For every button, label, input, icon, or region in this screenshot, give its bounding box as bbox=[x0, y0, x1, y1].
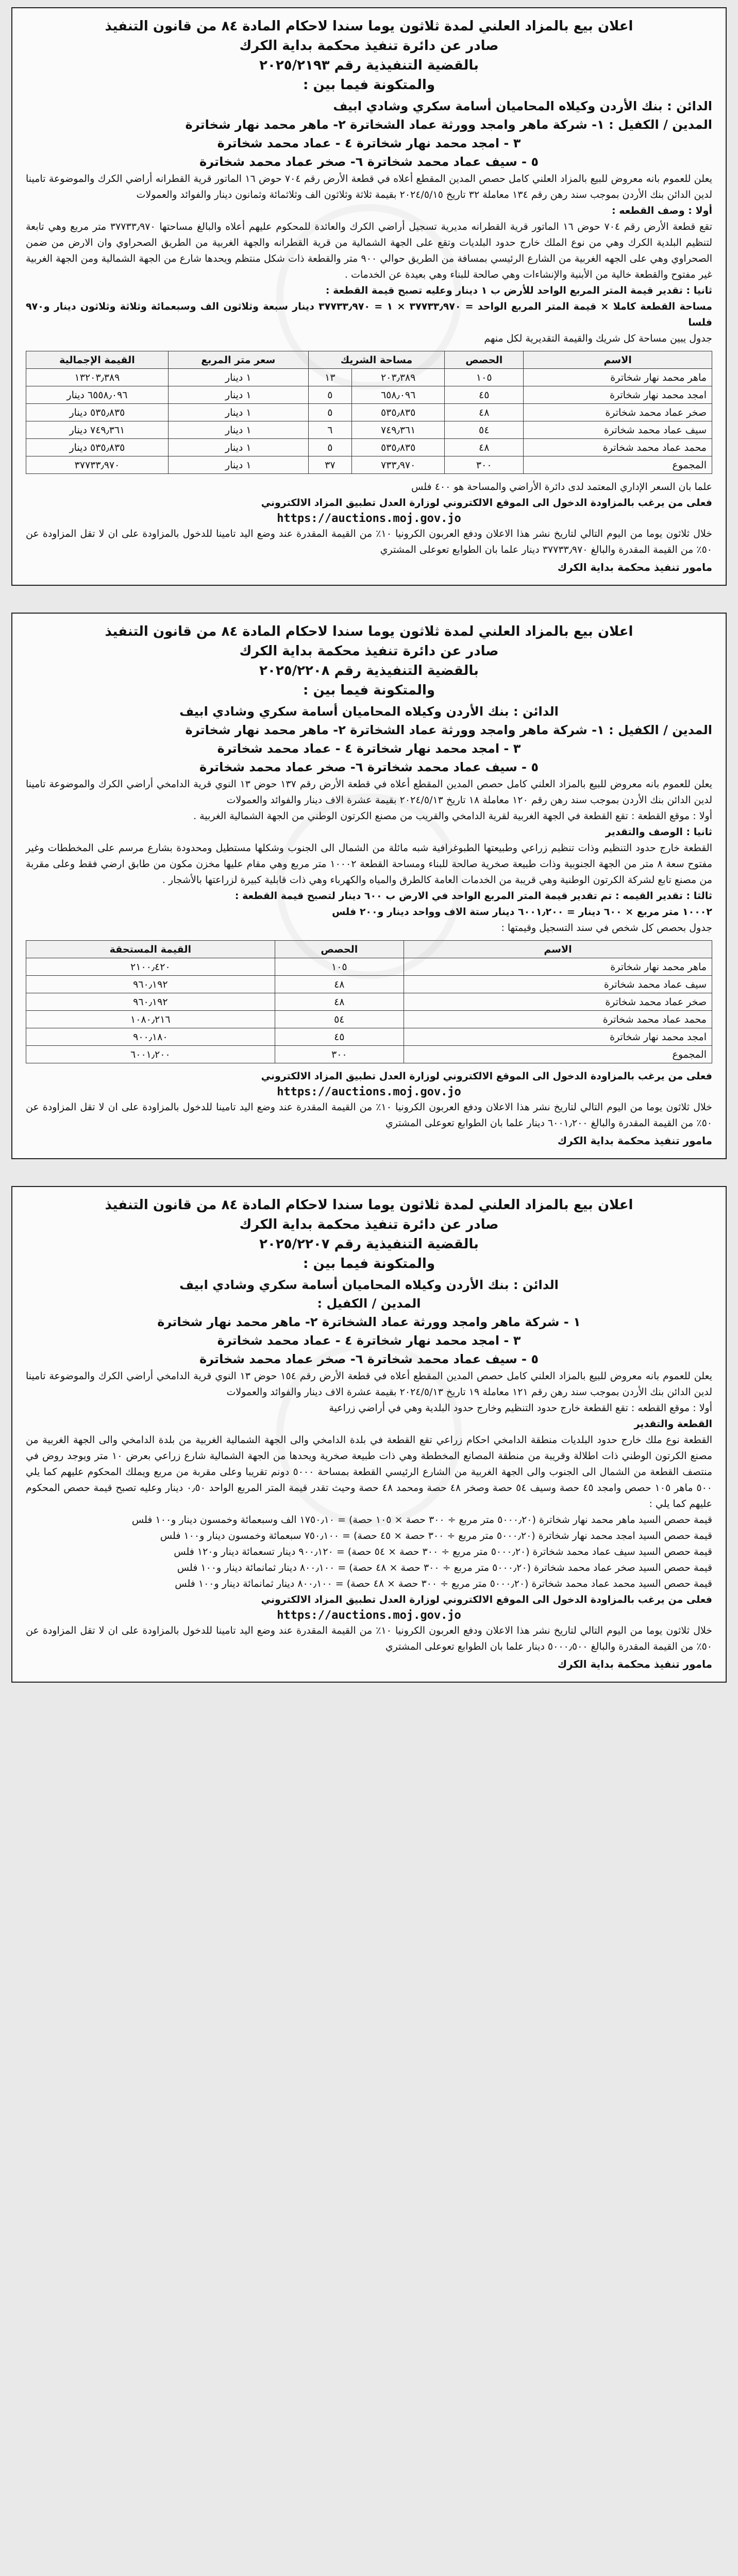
debtor-line: ٥ - سيف عماد محمد شخاترة ٦- صخر عماد محمد شخاترة bbox=[199, 155, 539, 169]
debtor-line: ٣ - امجد محمد نهار شخاترة ٤ - عماد محمد شخاترة bbox=[217, 136, 521, 150]
paragraph: علما بان السعر الإداري المعتمد لدى دائرة الأراضي والمساحة هو ٤٠٠ فلس bbox=[411, 481, 712, 493]
share-value-line: قيمة حصص السيد امجد محمد نهار شخاترة (٥٠٠٠٫٢٠ متر مربع ÷ ٣٠٠ حصة × ٤٥ حصة) = ٧٥٠٫١٠٠ سبعمائة وخمسون دينار و١٠٠ فلس bbox=[160, 1530, 712, 1541]
signature: مامور تنفيذ محكمة بداية الكرك bbox=[557, 1658, 712, 1670]
col-header: مساحة الشريك bbox=[308, 351, 445, 369]
notice-header bbox=[26, 1195, 712, 1274]
table-cell: ٤٨ bbox=[445, 439, 524, 456]
paragraph: فعلى من يرغب بالمزاودة الدخول الى الموقع الالكتروني لوزارة العدل تطبيق المزاد الالكتروني bbox=[261, 497, 712, 509]
table-cell: ٥٣٥٫٨٣٥ bbox=[352, 439, 445, 456]
issuer: صادر عن دائرة تنفيذ محكمة بداية الكرك bbox=[239, 1217, 499, 1232]
table-cell: ٣٧ bbox=[308, 456, 351, 474]
table-row bbox=[26, 993, 712, 1011]
creditor-line: الدائن : بنك الأردن وكيلاه المحاميان أسامة سكري وشادي ابيف bbox=[179, 704, 559, 719]
auction-link[interactable]: https://auctions.moj.gov.jo bbox=[277, 1086, 461, 1098]
table-cell: ١٣٢٠٣٫٣٨٩ bbox=[26, 369, 169, 386]
debtor-line: ٣ - امجد محمد نهار شخاترة ٤ - عماد محمد شخاترة bbox=[217, 1333, 521, 1348]
parties bbox=[26, 1276, 712, 1368]
table-row bbox=[26, 386, 712, 404]
table-cell: صخر عماد محمد شخاترة bbox=[404, 993, 712, 1011]
table-cell: ٥٣٥٫٨٣٥ bbox=[352, 404, 445, 421]
table-cell: سيف عماد محمد شخاترة bbox=[524, 421, 712, 439]
table-cell: ٦ bbox=[308, 421, 351, 439]
between-label: والمتكونة فيما بين : bbox=[303, 1256, 435, 1272]
notice-body bbox=[26, 1368, 712, 1670]
table-cell: ٥٤ bbox=[445, 421, 524, 439]
paragraph: فعلى من يرغب بالمزاودة الدخول الى الموقع الالكتروني لوزارة العدل تطبيق المزاد الالكتروني bbox=[261, 1071, 712, 1082]
table-cell: صخر عماد محمد شخاترة bbox=[524, 404, 712, 421]
table-cell: امجد محمد نهار شخاترة bbox=[524, 386, 712, 404]
auction-notice-2193 bbox=[11, 7, 727, 586]
auction-notice-2207 bbox=[11, 1186, 727, 1683]
table-row bbox=[26, 404, 712, 421]
col-header: الحصص bbox=[445, 351, 524, 369]
col-header: الاسم bbox=[404, 941, 712, 958]
table-cell: ١ دينار bbox=[168, 439, 308, 456]
table-cell: ماهر محمد نهار شخاترة bbox=[524, 369, 712, 386]
table-cell: ماهر محمد نهار شخاترة bbox=[404, 958, 712, 976]
table-body bbox=[26, 369, 712, 474]
table-row bbox=[26, 976, 712, 993]
closing-paragraph: خلال ثلاثون يوما من اليوم التالي لتاريخ نشر هذا الاعلان ودفع العربون الكرونيا ١٠٪ من القيمة المقدرة عند وضع اليد تامينا للدخول بالمزاودة على ان لا تقل المزاودة عن ٥٠٪ من القيمة المقدرة والبالغ ٥٠٠٠٫٥٠٠ دينار علما بان الطوابع تعوعلى المشتري bbox=[26, 1625, 712, 1652]
table-total-row bbox=[26, 456, 712, 474]
table-cell: ٤٨ bbox=[275, 993, 404, 1011]
section-heading: ثانيا : تقدير قيمة المتر المربع الواحد للأرض ب ١ دينار وعليه تصبح قيمة القطعة : bbox=[325, 285, 712, 296]
issuer: صادر عن دائرة تنفيذ محكمة بداية الكرك bbox=[239, 643, 499, 659]
auction-link[interactable]: https://auctions.moj.gov.jo bbox=[277, 1609, 461, 1622]
table-cell: ٢١٠٠٫٤٢٠ bbox=[26, 958, 275, 976]
table-cell: ٩٦٠٫١٩٢ bbox=[26, 976, 275, 993]
table-cell: ٣٧٧٣٣٫٩٧٠ bbox=[26, 456, 169, 474]
col-header: القيمة المستحقة bbox=[26, 941, 275, 958]
creditor-line: الدائن : بنك الأردن وكيلاه المحاميان أسامة سكري وشادي ابيف bbox=[333, 99, 712, 113]
table-cell: ٥٤ bbox=[275, 1011, 404, 1028]
table-cell: المجموع bbox=[524, 456, 712, 474]
table-cell: ١ دينار bbox=[168, 386, 308, 404]
paragraph: يعلن للعموم بانه معروض للبيع بالمزاد العلني كامل حصص المدين المقطع أعلاه في قطعة الأرض رقم ١٥٤ حوض ١٣ النوي قرية الدامخي أراضي الكرك والموضوعة تامينا لدين الدائن بنك الأردن بموجب سند رهن رقم ١٢١ معاملة ١٩ تاريخ ٢٠٢٤/٥/١٣ بقيمة عشرة الاف دينار والفوائد والعمولات bbox=[26, 1370, 712, 1398]
notice-body bbox=[26, 171, 712, 573]
col-header: القيمة الإجمالية bbox=[26, 351, 169, 369]
table-cell: ٥٣٥٫٨٣٥ دينار bbox=[26, 404, 169, 421]
table-row bbox=[26, 369, 712, 386]
table-cell: ٩٠٠٫١٨٠ bbox=[26, 1028, 275, 1046]
table-cell: ٥ bbox=[308, 404, 351, 421]
debtor-line: المدين / الكفيل : ١- شركة ماهر وامجد وورثة عماد الشخاترة ٢- ماهر محمد نهار شخاترة bbox=[185, 723, 712, 737]
col-header: سعر متر المربع bbox=[168, 351, 308, 369]
table-cell: ٧٤٩٫٣٦١ دينار bbox=[26, 421, 169, 439]
section-heading: أولا : وصف القطعه : bbox=[611, 205, 712, 216]
notice-header bbox=[26, 16, 712, 95]
table-cell: ٦٥٨٫٠٩٦ bbox=[352, 386, 445, 404]
debtor-line: ١ - شركة ماهر وامجد وورثة عماد الشخاترة ٢- ماهر محمد نهار شخاترة bbox=[157, 1315, 581, 1329]
signature: مامور تنفيذ محكمة بداية الكرك bbox=[557, 561, 712, 573]
table-cell: ٧٤٩٫٣٦١ bbox=[352, 421, 445, 439]
debtor-line: ٣ - امجد محمد نهار شخاترة ٤ - عماد محمد شخاترة bbox=[217, 741, 521, 756]
paragraph: فعلى من يرغب بالمزاودة الدخول الى الموقع الالكتروني لوزارة العدل تطبيق المزاد الالكتروني bbox=[261, 1594, 712, 1605]
table-cell: ٤٨ bbox=[445, 404, 524, 421]
table-cell: ٣٠٠ bbox=[445, 456, 524, 474]
table-cell: ٧٣٣٫٩٧٠ bbox=[352, 456, 445, 474]
case-number: بالقضية التنفيذية رقم ٢٠٢٥/٢١٩٣ bbox=[259, 58, 479, 73]
table-body bbox=[26, 958, 712, 1063]
debtor-line: ٥ - سيف عماد محمد شخاترة ٦- صخر عماد محمد شخاترة bbox=[199, 1352, 539, 1366]
table-cell: ٦٠٠١٫٢٠٠ bbox=[26, 1046, 275, 1063]
paragraph: تقع قطعة الأرض رقم ٧٠٤ حوض ١٦ الماتور قرية القطرانه مديرية تسجيل أراضي الكرك والعائدة للمحكوم عليهم أعلاه والبالغ مساحتها ٣٧٧٣٣٫٩٧٠ متر مربع وهي تابعة لتنظيم البلدية الكرك وهي من نوع الملك خارج حدود البلديات وتقع على الجهة الشمالية من قرية القطرانه والجهة الغربية من الطريق الصحراوي وان الارض من ضمن الصحراوي وهي على الجهه الغربية من الشارع الرئيسي بمسافة من الطريق حوالي ٩٠٠ متر والقطعة ذات شكل منتظم ويحدها شارع من الجهة الشمالية ومن الجهة الغربية غير مفتوح والقطعة خالية من الأبنية والإنشاءات وهي صالحة للبناء وهي بعيدة عن الخدمات . bbox=[26, 221, 713, 280]
table-cell: ٤٨ bbox=[275, 976, 404, 993]
parties bbox=[26, 97, 712, 171]
case-number: بالقضية التنفيذية رقم ٢٠٢٥/٢٢٠٧ bbox=[259, 1236, 479, 1252]
table-cell: ٤٥ bbox=[445, 386, 524, 404]
paragraph: القطعة خارج حدود التنظيم وذات تنظيم زراعي وطبيعتها الطبوغرافية شبه مائلة من الشمال الى الجنوب وشكلها مستطيل ومحدودة بشارع مرسم على المخططات وغير مفتوح سعة ٨ متر من الجهة الجنوبية وذات طبيعة صخرية صالحة للبناء ومساحة القطعة ١٠٠٠٢ متر مربع وهي مقام عليها مخزن مكون من طابق ارضي فقط وعلى مقربة من مصنع تابع لشركة الكرتون الوطنية وهي قريبة من الخدمات العامة كالطرق والمياه والكهرباء وهي ذات قابلية كبيرة لزراعتها بالأشجار . bbox=[26, 842, 712, 886]
col-header: الاسم bbox=[524, 351, 712, 369]
paragraph: يعلن للعموم بانه معروض للبيع بالمزاد العلني كامل حصص المدين المقطع أعلاه في قطعة الأرض رقم ١٣٧ حوض ١٣ النوي قرية الدامخي أراضي الكرك والموضوعة تامينا لدين الدائن بنك الأردن بموجب سند رهن رقم ١٢٠ معاملة ١٨ تاريخ ٢٠٢٤/٥/١٣ بقيمة عشرة الاف دينار والفوائد والعمولات bbox=[26, 778, 712, 806]
section-heading: ثانيا : الوصف والتقدير bbox=[605, 826, 712, 838]
closing-paragraph: خلال ثلاثون يوما من اليوم التالي لتاريخ نشر هذا الاعلان ودفع العربون الكرونيا ١٠٪ من القيمة المقدرة عند وضع اليد تامينا للدخول بالمزاودة على ان لا تقل المزاودة عن ٥٠٪ من القيمة المقدرة والبالغ ٦٠٠١٫٢٠٠ دينار علما بان الطوابع تعوعلى المشتري bbox=[26, 1101, 712, 1129]
notice-title: اعلان بيع بالمزاد العلني لمدة ثلاثون يوما سندا لاحكام المادة ٨٤ من قانون التنفيذ bbox=[105, 624, 633, 639]
table-row bbox=[26, 421, 712, 439]
table-cell: المجموع bbox=[404, 1046, 712, 1063]
col-header: الحصص bbox=[275, 941, 404, 958]
between-label: والمتكونة فيما بين : bbox=[303, 683, 435, 698]
debtor-line: المدين / الكفيل : ١- شركة ماهر وامجد وورثة عماد الشخاترة ٢- ماهر محمد نهار شخاترة bbox=[185, 117, 712, 132]
table-cell: ٤٥ bbox=[275, 1028, 404, 1046]
between-label: والمتكونة فيما بين : bbox=[303, 77, 435, 93]
table-header-row bbox=[26, 941, 712, 958]
debtor-line: المدين / الكفيل : bbox=[317, 1296, 421, 1311]
table-total-row bbox=[26, 1046, 712, 1063]
table-cell: ١ دينار bbox=[168, 404, 308, 421]
shares-table bbox=[26, 940, 712, 1063]
table-cell: محمد عماد محمد شخاترة bbox=[524, 439, 712, 456]
closing-paragraph: خلال ثلاثون يوما من اليوم التالي لتاريخ نشر هذا الاعلان ودفع العربون الكرونيا ١٠٪ من القيمة المقدرة عند وضع اليد تامينا للدخول بالمزاودة على ان لا تقل المزاودة عن ٥٠٪ من القيمة المقدرة والبالغ ٣٧٧٣٣٫٩٧٠ دينار علما بان الطوابع تعوعلى المشتري bbox=[26, 528, 712, 555]
table-row bbox=[26, 439, 712, 456]
table-cell: ١ دينار bbox=[168, 456, 308, 474]
share-value-line: قيمة حصص السيد سيف عماد محمد شخاترة (٥٠٠٠٫٢٠ متر مربع ÷ ٣٠٠ حصة × ٥٤ حصة) = ٩٠٠٫١٢٠ دينار تسعمائة دينار و١٢٠ فلس bbox=[174, 1546, 712, 1557]
share-value-line: قيمة حصص السيد محمد عماد محمد شخاترة (٥٠٠٠٫٢٠ متر مربع ÷ ٣٠٠ حصة × ٤٨ حصة) = ٨٠٠٫١٠٠ دينار ثمانمائة دينار و١٠٠ فلس bbox=[175, 1578, 712, 1589]
parties bbox=[26, 702, 712, 776]
paragraph: ١٠٠٠٢ متر مربع × ٦٠٠ دينار = ٦٠٠١٫٢٠٠ دينار ستة الاف وواحد دينار و٢٠٠ فلس bbox=[332, 906, 712, 918]
paragraph: القطعة نوع ملك خارج حدود البلديات منطقة الدامخي احكام زراعي تقع القطعة في بلدة الدامخي والى الجهة الشمالية الغربية من بلدة الدامخي والى الجهة الغربية من مصنع الكرتون الوطني ذات اطلالة وقريبة من منطقة المصانع المخططة وهي ذات طبيعة صخرية ويحدها من الجهة الشمالية شارع زراعي بعرض ١٠ متر ويوجد روض في منتصف القطعة من الشمال الى الجنوب والى الجهة الغربية من الشارع الرئيسي القطعة بمساحة ٥٠٠٠ دونم تقريبا وعلى مقربة من مربع ويملك المحكوم عليهم كما يلي ٥٠٠ ماهر ١٠٥ حصص وامجد ٤٥ حصة وسيف ٥٤ حصة وصخر ٤٨ حصة ومحمد ٤٨ حصة وحيث تقدر قيمة المتر المربع الواحد ٠٫٥٠ دينار وعليه تصبح قيمة حصص المحكوم عليهم كما يلي : bbox=[26, 1434, 712, 1510]
table-cell: ١ دينار bbox=[168, 421, 308, 439]
share-value-line: قيمة حصص السيد صخر عماد محمد شخاترة (٥٠٠٠٫٢٠ متر مربع ÷ ٣٠٠ حصة × ٤٨ حصة) = ٨٠٠٫١٠٠ دينار ثمانمائة دينار و١٠٠ فلس bbox=[177, 1562, 712, 1573]
table-cell: ٥٣٥٫٨٣٥ دينار bbox=[26, 439, 169, 456]
table-cell: ١٠٥ bbox=[445, 369, 524, 386]
table-cell: ١٠٨٠٫٢١٦ bbox=[26, 1011, 275, 1028]
table-cell: ٢٠٣٫٣٨٩ bbox=[352, 369, 445, 386]
table-caption: جدول يبين مساحة كل شريك والقيمة التقديرية لكل منهم bbox=[484, 333, 712, 344]
table-caption: جدول بحصص كل شخص في سند التسجيل وقيمتها : bbox=[501, 922, 712, 934]
share-value-line: قيمة حصص السيد ماهر محمد نهار شخاترة (٥٠٠٠٫٢٠ متر مربع ÷ ٣٠٠ حصة × ١٠٥ حصة) = ١٧٥٠٫١٠ الف وسبعمائة وخمسون دينار و١٠٠ فلس bbox=[131, 1514, 712, 1526]
signature: مامور تنفيذ محكمة بداية الكرك bbox=[557, 1134, 712, 1147]
table-cell: سيف عماد محمد شخاترة bbox=[404, 976, 712, 993]
table-cell: ٣٠٠ bbox=[275, 1046, 404, 1063]
notice-title: اعلان بيع بالمزاد العلني لمدة ثلاثون يوما سندا لاحكام المادة ٨٤ من قانون التنفيذ bbox=[105, 1197, 633, 1213]
table-cell: ١ دينار bbox=[168, 369, 308, 386]
table-header-row bbox=[26, 351, 712, 369]
auction-link[interactable]: https://auctions.moj.gov.jo bbox=[277, 512, 461, 525]
notice-title: اعلان بيع بالمزاد العلني لمدة ثلاثون يوما سندا لاحكام المادة ٨٤ من قانون التنفيذ bbox=[105, 19, 633, 34]
auction-notice-2208 bbox=[11, 613, 727, 1159]
table-cell: ٥ bbox=[308, 439, 351, 456]
table-row bbox=[26, 1011, 712, 1028]
paragraph: مساحة القطعة كاملا × قيمة المتر المربع الواحد = ٣٧٧٣٣٫٩٧٠ × ١ = ٣٧٧٣٣٫٩٧٠ دينار سبعة وثلاثون الف وسبعمائة وثلاثة وثلاثون دينار و٩٧٠ فلسا bbox=[26, 301, 712, 328]
paragraph: يعلن للعموم بانه معروض للبيع بالمزاد العلني كامل حصص المدين المقطع أعلاه في قطعة الأرض رقم ٧٠٤ حوض ١٦ الماتور قرية القطرانه أراضي الكرك والموضوعة تامينا لدين الدائن بنك الأردن بموجب سند رهن رقم ١٣٤ معاملة ٣٢ تاريخ ٢٠٢٤/٥/١٥ بقيمة ثلاثة وثلاثون الف وثلاثمائة وثمانون دينار والفوائد والعمولات bbox=[26, 173, 712, 200]
table-cell: امجد محمد نهار شخاترة bbox=[404, 1028, 712, 1046]
table-cell: ١٣ bbox=[308, 369, 351, 386]
notice-body bbox=[26, 776, 712, 1147]
paragraph: ثالثا : تقدير القيمه : تم تقدير قيمة المتر المربع الواحد في الارض ب ٦٠٠ دينار لتصبح قيمة القطعة : bbox=[234, 890, 712, 902]
case-number: بالقضية التنفيذية رقم ٢٠٢٥/٢٢٠٨ bbox=[259, 663, 479, 679]
section-heading: القطعة والتقدير bbox=[634, 1418, 712, 1430]
notice-header bbox=[26, 622, 712, 700]
creditor-line: الدائن : بنك الأردن وكيلاه المحاميان أسامة سكري وشادي ابيف bbox=[179, 1278, 559, 1292]
table-cell: ٥ bbox=[308, 386, 351, 404]
paragraph: أولا : موقع القطعة : تقع القطعة في الجهة الغربية لقرية الدامخي والقريب من مصنع الكرتون الوطني من الجهة الشمالية الغربية . bbox=[193, 810, 712, 822]
table-cell: ١٠٥ bbox=[275, 958, 404, 976]
table-row bbox=[26, 958, 712, 976]
table-cell: ٦٥٥٨٫٠٩٦ دينار bbox=[26, 386, 169, 404]
issuer: صادر عن دائرة تنفيذ محكمة بداية الكرك bbox=[239, 38, 499, 54]
paragraph: أولا : موقع القطعه : تقع القطعة خارج حدود التنظيم وخارج حدود البلدية وهي في أراضي زراعية bbox=[329, 1402, 712, 1414]
table-cell: محمد عماد محمد شخاترة bbox=[404, 1011, 712, 1028]
debtor-line: ٥ - سيف عماد محمد شخاترة ٦- صخر عماد محمد شخاترة bbox=[199, 760, 539, 774]
table-row bbox=[26, 1028, 712, 1046]
table-cell: ٩٦٠٫١٩٢ bbox=[26, 993, 275, 1011]
shares-table bbox=[26, 351, 712, 474]
